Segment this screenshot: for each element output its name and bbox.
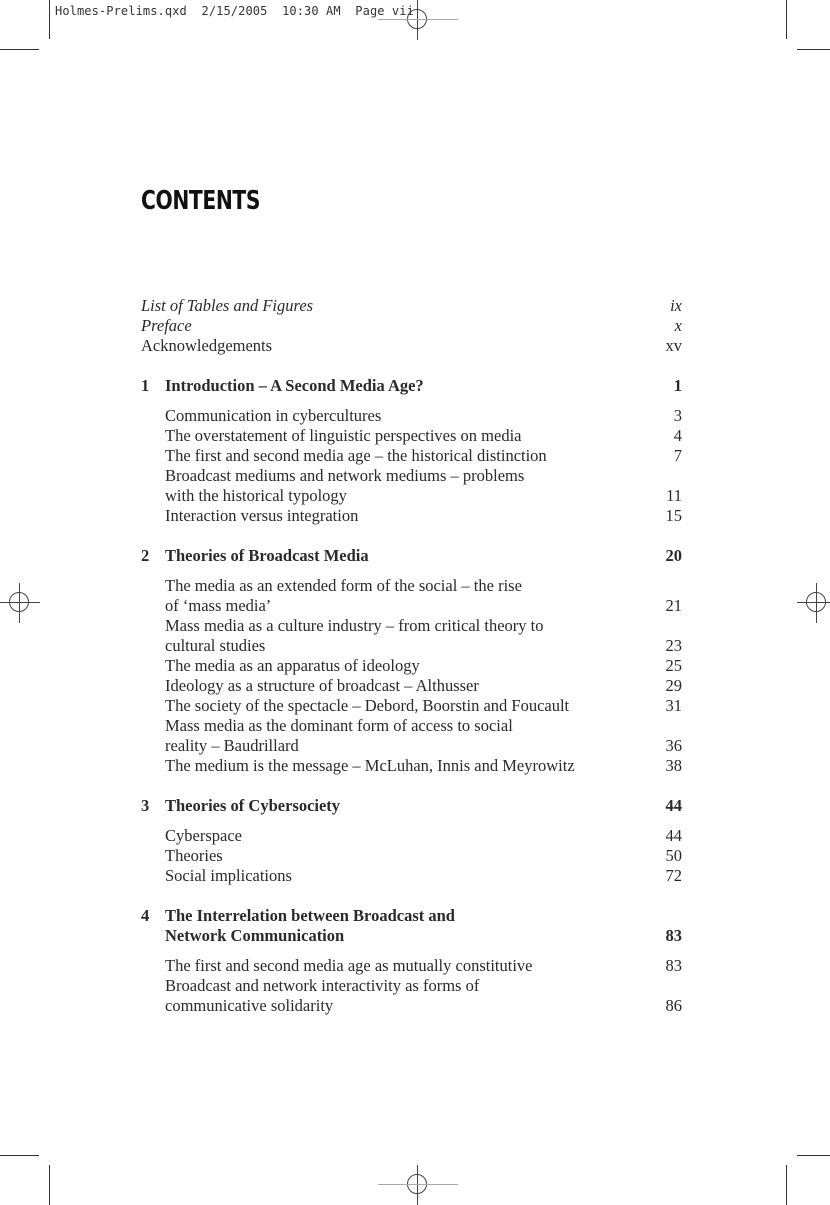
toc-label: Ideology as a structure of broadcast – Althusser <box>165 676 479 695</box>
toc-page: 25 <box>665 656 682 675</box>
chapter-heading[interactable] <box>141 546 682 566</box>
toc-page: 29 <box>665 676 682 695</box>
page-title: CONTENTS <box>141 186 261 216</box>
chapter-title: The Interrelation between Broadcast and <box>165 906 455 925</box>
front-matter <box>141 296 682 356</box>
chapter-heading[interactable] <box>141 906 682 926</box>
toc-label: The first and second media age as mutually constitutive <box>165 956 533 975</box>
toc-row[interactable] <box>141 506 682 526</box>
toc-label: List of Tables and Figures <box>141 296 314 315</box>
toc-row[interactable] <box>141 676 682 696</box>
chapter-number: 3 <box>141 796 150 815</box>
toc-row[interactable] <box>141 756 682 776</box>
toc-page: 21 <box>665 596 682 615</box>
toc-label: The media as an extended form of the social – the rise <box>165 576 522 595</box>
toc-row <box>141 716 682 736</box>
chapter-heading[interactable] <box>141 376 682 396</box>
toc-row[interactable] <box>141 596 682 616</box>
toc-row[interactable] <box>141 636 682 656</box>
registration-line <box>378 1184 458 1185</box>
toc-page: 23 <box>665 636 682 655</box>
crop-mark <box>49 1165 50 1205</box>
toc-row[interactable] <box>141 866 682 886</box>
toc-page: 83 <box>665 956 682 975</box>
toc-label: Communication in cybercultures <box>165 406 382 425</box>
registration-mark-left <box>0 583 40 623</box>
toc-label: reality – Baudrillard <box>165 736 299 755</box>
registration-line <box>378 19 458 20</box>
crop-mark <box>797 49 830 50</box>
chapter-title: Introduction – A Second Media Age? <box>165 376 424 395</box>
toc-label: The medium is the message – McLuhan, Innis and Meyrowitz <box>165 756 575 775</box>
chapter-title: Theories of Cybersociety <box>165 796 341 815</box>
toc-page: x <box>674 316 682 335</box>
toc-page: 86 <box>665 996 682 1015</box>
toc-label: Mass media as a culture industry – from critical theory to <box>165 616 544 635</box>
toc-page: xv <box>665 336 682 355</box>
chapter-title: Network Communication <box>165 926 345 945</box>
chapter-number: 4 <box>141 906 150 925</box>
toc-row[interactable] <box>141 446 682 466</box>
toc-page: 50 <box>665 846 682 865</box>
toc-row <box>141 976 682 996</box>
table-of-contents <box>141 296 682 1016</box>
toc-row[interactable] <box>141 426 682 446</box>
toc-label: Interaction versus integration <box>165 506 359 525</box>
toc-label: Theories <box>165 846 223 865</box>
toc-label: of ‘mass media’ <box>165 596 272 615</box>
toc-row[interactable] <box>141 296 682 316</box>
toc-page: 7 <box>673 446 682 465</box>
toc-page: 36 <box>665 736 682 755</box>
registration-mark-bottom <box>398 1165 438 1205</box>
toc-page: 31 <box>665 696 682 715</box>
toc-label: cultural studies <box>165 636 266 655</box>
toc-label: Mass media as the dominant form of access to social <box>165 716 513 735</box>
toc-row[interactable] <box>141 316 682 336</box>
crop-mark <box>0 1155 39 1156</box>
toc-row[interactable] <box>141 736 682 756</box>
toc-row[interactable] <box>141 406 682 426</box>
toc-label: with the historical typology <box>165 486 347 505</box>
crop-mark <box>0 49 39 50</box>
chapter-number: 1 <box>141 376 150 395</box>
toc-row <box>141 576 682 596</box>
crop-mark <box>786 1165 787 1205</box>
toc-page: ix <box>670 296 682 315</box>
toc-page: 3 <box>673 406 682 425</box>
toc-label: Broadcast and network interactivity as forms of <box>165 976 480 995</box>
chapter-page: 1 <box>673 376 682 395</box>
toc-page: 11 <box>666 486 682 505</box>
toc-label: Preface <box>141 316 192 335</box>
toc-label: The media as an apparatus of ideology <box>165 656 420 675</box>
toc-row[interactable] <box>141 956 682 976</box>
toc-label: The overstatement of linguistic perspectives on media <box>165 426 522 445</box>
toc-row[interactable] <box>141 846 682 866</box>
toc-label: Acknowledgements <box>141 336 273 355</box>
chapter-page: 83 <box>665 926 682 945</box>
toc-label: Cyberspace <box>165 826 242 845</box>
chapter-number: 2 <box>141 546 150 565</box>
toc-page: 72 <box>665 866 682 885</box>
registration-mark-right <box>797 583 830 623</box>
chapter-heading[interactable] <box>141 796 682 816</box>
toc-page: 38 <box>665 756 682 775</box>
toc-row[interactable] <box>141 336 682 356</box>
crop-mark <box>797 1155 830 1156</box>
toc-row <box>141 466 682 486</box>
toc-label: The first and second media age – the historical distinction <box>165 446 547 465</box>
toc-row[interactable] <box>141 826 682 846</box>
toc-label: The society of the spectacle – Debord, Boorstin and Foucault <box>165 696 570 715</box>
chapter-page: 20 <box>665 546 682 565</box>
chapter-page: 44 <box>665 796 682 815</box>
toc-page: 4 <box>673 426 682 445</box>
registration-mark-top <box>398 0 438 40</box>
toc-row[interactable] <box>141 996 682 1016</box>
toc-label: Broadcast mediums and network mediums – problems <box>165 466 525 485</box>
crop-mark <box>49 0 50 39</box>
toc-page: 15 <box>665 506 682 525</box>
toc-row <box>141 616 682 636</box>
toc-label: Social implications <box>165 866 292 885</box>
toc-page: 44 <box>665 826 682 845</box>
toc-row[interactable] <box>141 486 682 506</box>
chapter-heading[interactable] <box>141 926 682 946</box>
printer-slug: Holmes-Prelims.qxd 2/15/2005 10:30 AM Page vii <box>55 4 414 18</box>
toc-label: communicative solidarity <box>165 996 334 1015</box>
toc-row[interactable] <box>141 696 682 716</box>
chapter-title: Theories of Broadcast Media <box>165 546 369 565</box>
crop-mark <box>786 0 787 39</box>
toc-row[interactable] <box>141 656 682 676</box>
